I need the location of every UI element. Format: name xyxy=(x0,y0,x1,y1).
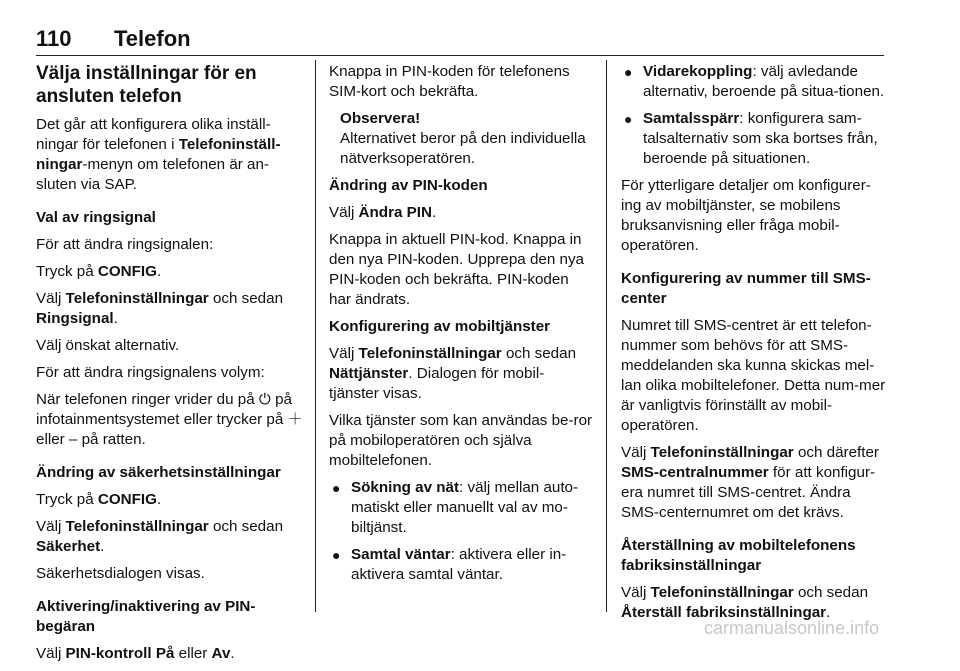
note-box xyxy=(340,109,594,169)
column-divider-left xyxy=(315,60,316,612)
bullet-icon: ● xyxy=(332,480,341,496)
intro-paragraph: Det går att konfigurera olika inställ-ningar för telefonen i Telefoninställ-ningar-menyn om telefonen är an-sluten via SAP. xyxy=(36,116,281,193)
paragraph: När telefonen ringer vrider du på ⏻ på infotainmentsystemet eller trycker på ＋ eller – på ratten. xyxy=(36,391,303,448)
page-header xyxy=(36,26,884,52)
header-rule xyxy=(36,55,884,56)
bullet-icon: ● xyxy=(624,64,633,80)
page-number: 110 xyxy=(36,26,72,51)
bullet-list xyxy=(621,62,891,169)
note-text: Alternativet beror på den individuella nätverksoperatören. xyxy=(340,130,586,167)
paragraph: Knappa in PIN-koden för telefonens SIM-kort och bekräfta. xyxy=(329,63,570,100)
paragraph: Välj Ändra PIN. xyxy=(329,204,437,221)
subheading-ringsignal: Val av ringsignal xyxy=(36,209,156,226)
bullet-list xyxy=(329,478,594,585)
power-knob-icon: ⏻ xyxy=(258,391,271,408)
subheading-reset: Återställning av mobiltelefonens fabriksinställningar xyxy=(621,537,856,574)
bullet-icon: ● xyxy=(624,111,633,127)
paragraph: Välj PIN-kontroll På eller Av. xyxy=(36,645,235,662)
section-heading: Välja inställningar för en ansluten telefon xyxy=(36,63,257,107)
paragraph: Säkerhetsdialogen visas. xyxy=(36,565,205,582)
paragraph: Numret till SMS-centret är ett telefon-nummer som behövs för att SMS-meddelanden ska kunna skickas mel-lan olika mobiltelefoner. Detta num-mer är vanligtvis förinställt av mobil-operatören. xyxy=(621,317,886,434)
paragraph: Tryck på CONFIG. xyxy=(36,263,162,280)
paragraph: Välj Telefoninställningar och därefter SMS-centralnummer för att konfigur-era numret till SMS-centret. Ändra SMS-centernumret om det krävs. xyxy=(621,444,879,521)
paragraph: För att ändra ringsignalens volym: xyxy=(36,364,265,381)
subheading-sakerhet: Ändring av säkerhetsinställningar xyxy=(36,464,281,481)
column-divider-right xyxy=(606,60,607,612)
list-item: ● Samtalsspärr: konfigurera sam-talsalternativ som ska bortses från, beroende på situationen. xyxy=(624,110,878,167)
paragraph: Välj Telefoninställningar och sedan Återställ fabriksinställningar. xyxy=(621,584,869,621)
list-item: ● Vidarekoppling: välj avledande alternativ, beroende på situa-tionen. xyxy=(624,63,885,100)
paragraph: Välj Telefoninställningar och sedan Säkerhet. xyxy=(36,518,284,555)
list-item: ● Samtal väntar: aktivera eller in-aktivera samtal väntar. xyxy=(332,546,567,583)
subheading-mobiltjanster: Konfigurering av mobiltjänster xyxy=(329,318,551,335)
subheading-andra-pin: Ändring av PIN-koden xyxy=(329,177,488,194)
bullet-icon: ● xyxy=(332,547,341,563)
column-2 xyxy=(329,62,594,592)
paragraph: Tryck på CONFIG. xyxy=(36,491,162,508)
paragraph: För ytterligare detaljer om konfigurer-ing av mobiltjänster, se mobilens bruksanvisning eller fråga mobil-operatören. xyxy=(621,177,871,254)
page-title: Telefon xyxy=(114,26,191,51)
column-3 xyxy=(621,62,891,630)
column-1 xyxy=(36,62,304,671)
subheading-pin: Aktivering/inaktivering av PIN-begäran xyxy=(36,598,256,635)
subheading-sms: Konfigurering av nummer till SMS-center xyxy=(621,270,871,307)
paragraph: Välj Telefoninställningar och sedan Ringsignal. xyxy=(36,290,284,327)
plus-icon: ＋ xyxy=(287,411,303,428)
watermark: carmanualsonline.info xyxy=(704,618,880,638)
paragraph: Knappa in aktuell PIN-kod. Knappa in den nya PIN-koden. Upprepa den nya PIN-koden och bekräfta. PIN-koden har ändrats. xyxy=(329,231,584,308)
paragraph: Vilka tjänster som kan användas be-ror på mobiloperatören och själva mobiltelefonen. xyxy=(329,412,593,469)
paragraph: Välj önskat alternativ. xyxy=(36,337,180,354)
paragraph: Välj Telefoninställningar och sedan Nättjänster. Dialogen för mobil-tjänster visas. xyxy=(329,345,577,402)
paragraph: För att ändra ringsignalen: xyxy=(36,236,214,253)
note-title: Observera! xyxy=(340,110,421,127)
list-item: ● Sökning av nät: välj mellan auto-matiskt eller manuellt val av mo-biltjänst. xyxy=(332,479,579,536)
